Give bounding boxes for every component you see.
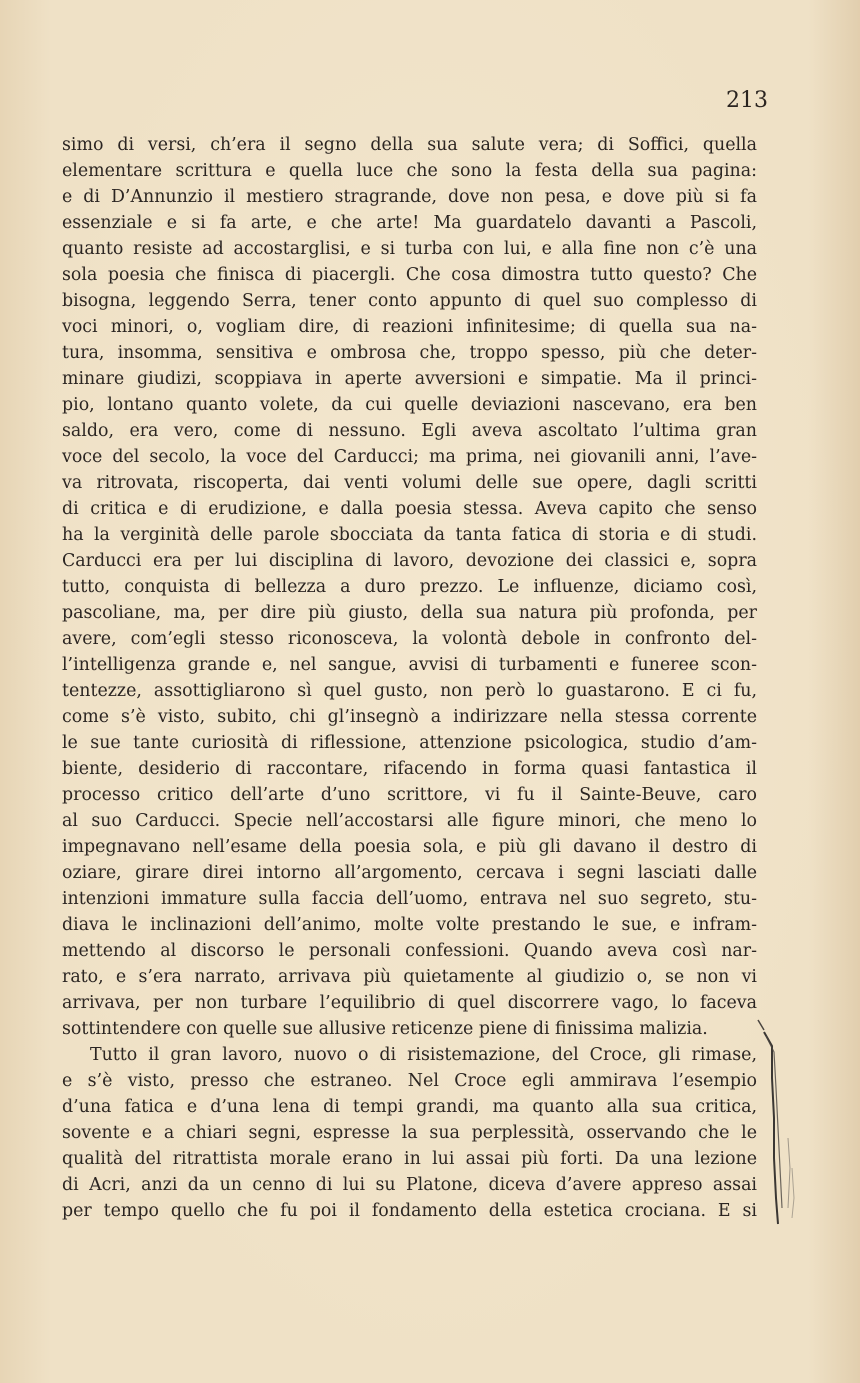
text-line: le sue tante curiosità di riflessione, attenzione psicologica, studio d’am- <box>62 733 757 753</box>
text-line: voci minori, o, vogliam dire, di reazioni infinitesime; di quella sua na- <box>62 317 757 337</box>
text-line: d’una fatica e d’una lena di tempi grandi, ma quanto alla sua critica, <box>62 1097 757 1117</box>
text-line: tutto, conquista di bellezza a duro prezzo. Le influenze, diciamo così, <box>62 577 757 597</box>
text-line: arrivava, per non turbare l’equilibrio di quel discorrere vago, lo faceva <box>62 993 757 1013</box>
text-line: di critica e di erudizione, e dalla poesia stessa. Aveva capito che senso <box>62 499 757 519</box>
text-line: voce del secolo, la voce del Carducci; ma prima, nei giovanili anni, l’ave- <box>62 447 757 467</box>
text-line: bisogna, leggendo Serra, tener conto appunto di quel suo complesso di <box>62 291 757 311</box>
text-line: sola poesia che finisca di piacergli. Che cosa dimostra tutto questo? Che <box>62 265 757 285</box>
pencil-margin-mark <box>752 1018 802 1228</box>
text-line: biente, desiderio di raccontare, rifacendo in forma quasi fantastica il <box>62 759 757 779</box>
text-line: minare giudizi, scoppiava in aperte avversioni e simpatie. Ma il princi- <box>62 369 757 389</box>
text-line: al suo Carducci. Specie nell’accostarsi alle figure minori, che meno lo <box>62 811 757 831</box>
text-line: avere, com’egli stesso riconosceva, la volontà debole in confronto del- <box>62 629 757 649</box>
text-line: pascoliane, ma, per dire più giusto, della sua natura più profonda, per <box>62 603 757 623</box>
text-line: sottintendere con quelle sue allusive reticenze piene di finissima malizia. <box>62 1019 708 1039</box>
text-line: elementare scrittura e quella luce che sono la festa della sua pagina: <box>62 161 757 181</box>
text-line: simo di versi, ch’era il segno della sua salute vera; di Soffici, quella <box>62 135 757 155</box>
text-line: tura, insomma, sensitiva e ombrosa che, troppo spesso, più che deter- <box>62 343 757 363</box>
text-line: sovente e a chiari segni, espresse la sua perplessità, osservando che le <box>62 1123 757 1143</box>
text-line: diava le inclinazioni dell’animo, molte volte prestando le sue, e infram- <box>62 915 757 935</box>
text-line: come s’è visto, subito, chi gl’insegnò a indirizzare nella stessa corrente <box>62 707 757 727</box>
text-line: mettendo al discorso le personali confessioni. Quando aveva così nar- <box>62 941 757 961</box>
text-line: rato, e s’era narrato, arrivava più quietamente al giudizio o, se non vi <box>62 967 757 987</box>
text-line: impegnavano nell’esame della poesia sola, e più gli davano il destro di <box>62 837 757 857</box>
text-line: per tempo quello che fu poi il fondamento della estetica crociana. E si <box>62 1201 757 1221</box>
text-line: intenzioni immature sulla faccia dell’uomo, entrava nel suo segreto, stu- <box>62 889 757 909</box>
text-line: l’intelligenza grande e, nel sangue, avvisi di turbamenti e funeree scon- <box>62 655 757 675</box>
text-line: saldo, era vero, come di nessuno. Egli aveva ascoltato l’ultima gran <box>62 421 757 441</box>
text-line: di Acri, anzi da un cenno di lui su Platone, diceva d’avere appreso assai <box>62 1175 757 1195</box>
paragraph-2 <box>62 1042 757 1224</box>
text-line: oziare, girare direi intorno all’argomento, cercava i segni lasciati dalle <box>62 863 757 883</box>
paragraph-1 <box>62 132 757 1042</box>
text-line: pio, lontano quanto volete, da cui quelle deviazioni nascevano, era ben <box>62 395 757 415</box>
text-line: processo critico dell’arte d’uno scrittore, vi fu il Sainte-Beuve, caro <box>62 785 757 805</box>
text-line: va ritrovata, riscoperta, dai venti volumi delle sue opere, dagli scritti <box>62 473 757 493</box>
text-line: Tutto il gran lavoro, nuovo o di risistemazione, del Croce, gli rimase, <box>90 1045 757 1065</box>
text-line: e s’è visto, presso che estraneo. Nel Croce egli ammirava l’esempio <box>62 1071 757 1091</box>
text-line: qualità del ritrattista morale erano in lui assai più forti. Da una lezione <box>62 1149 757 1169</box>
text-line: tentezze, assottigliarono sì quel gusto, non però lo guastarono. E ci fu, <box>62 681 757 701</box>
page-number: 213 <box>726 88 768 113</box>
text-line: quanto resiste ad accostarglisi, e si turba con lui, e alla fine non c’è una <box>62 239 757 259</box>
text-line: essenziale e si fa arte, e che arte! Ma guardatelo davanti a Pascoli, <box>62 213 757 233</box>
text-line: Carducci era per lui disciplina di lavoro, devozione dei classici e, sopra <box>62 551 757 571</box>
text-line: ha la verginità delle parole sbocciata da tanta fatica di storia e di studi. <box>62 525 757 545</box>
body-text <box>62 132 757 1224</box>
text-line: e di D’Annunzio il mestiero stragrande, dove non pesa, e dove più si fa <box>62 187 757 207</box>
